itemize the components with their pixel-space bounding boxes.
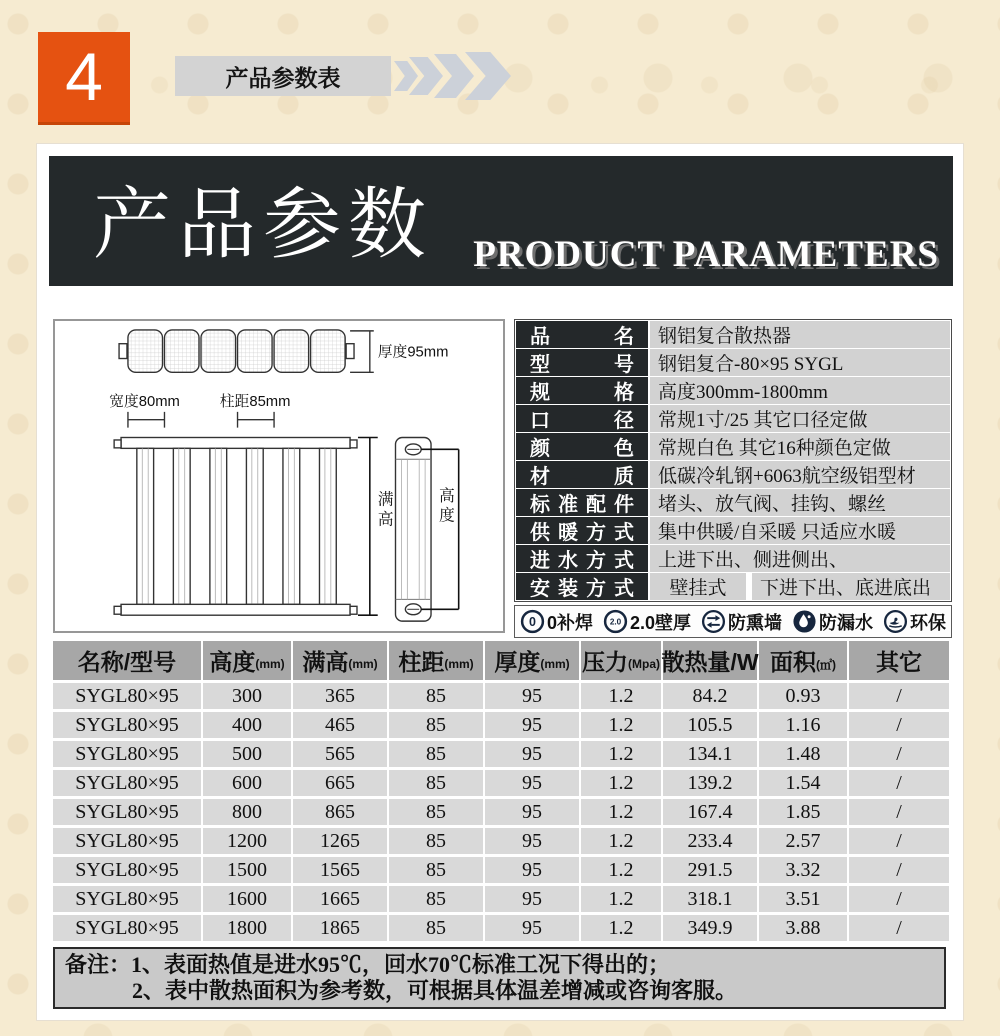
table-cell: 1.48 xyxy=(759,741,847,767)
table-cell: SYGL80×95 xyxy=(53,886,201,912)
table-cell: 95 xyxy=(485,741,579,767)
table-cell: 1.2 xyxy=(581,770,661,796)
spec-value: 上进下出、侧进侧出、 xyxy=(650,545,950,572)
feature-item xyxy=(701,609,782,635)
diagram-label-thickness: 厚度95mm xyxy=(377,344,449,361)
table-cell: 95 xyxy=(485,799,579,825)
table-header-cell xyxy=(53,641,201,680)
table-cell: / xyxy=(849,741,949,767)
table-cell: 2.57 xyxy=(759,828,847,854)
table-cell: / xyxy=(849,828,949,854)
table-cell: / xyxy=(849,886,949,912)
spec-row xyxy=(516,433,950,460)
spec-label-text: 规格 xyxy=(530,382,634,404)
header-unit: (Mpa) xyxy=(628,657,660,671)
spec-value: 壁挂式 xyxy=(650,573,746,600)
notes-line-2 xyxy=(65,978,934,1004)
spec-label-text: 颜色 xyxy=(530,438,634,460)
chevron-arrows-icon xyxy=(394,52,511,100)
table-cell: 1.85 xyxy=(759,799,847,825)
table-cell: 105.5 xyxy=(663,712,757,738)
spec-value: 集中供暖/自采暖 只适应水暖 xyxy=(650,517,950,544)
notes-text-2: 2、表中散热面积为参考数，可根据具体温差增减或咨询客服。 xyxy=(132,978,738,1003)
table-cell: SYGL80×95 xyxy=(53,683,201,709)
table-header-row xyxy=(53,641,949,680)
table-cell: 318.1 xyxy=(663,886,757,912)
table-cell: 400 xyxy=(203,712,291,738)
table-cell: 95 xyxy=(485,857,579,883)
table-cell: 1800 xyxy=(203,915,291,941)
header-unit: (mm) xyxy=(540,657,570,671)
notes-text-1: 1、表面热值是进水95℃，回水70℃标准工况下得出的； xyxy=(131,952,671,977)
content-panel xyxy=(36,143,964,1021)
table-row xyxy=(53,915,949,941)
table-cell: 139.2 xyxy=(663,770,757,796)
table-cell: 800 xyxy=(203,799,291,825)
table-cell: 1500 xyxy=(203,857,291,883)
feature-item xyxy=(520,609,593,635)
spec-row xyxy=(516,321,950,348)
table-header-cell xyxy=(759,641,847,680)
table-cell: 3.32 xyxy=(759,857,847,883)
spec-label xyxy=(516,405,648,432)
table-header-cell xyxy=(203,641,291,680)
table-cell: 565 xyxy=(293,741,387,767)
header-unit: (mm) xyxy=(255,657,285,671)
table-header-cell xyxy=(389,641,483,680)
table-row xyxy=(53,683,949,709)
table-cell: 1.2 xyxy=(581,799,661,825)
table-cell: 1.2 xyxy=(581,915,661,941)
spec-row xyxy=(516,377,950,404)
table-cell: 95 xyxy=(485,915,579,941)
header-unit: (mm) xyxy=(444,657,474,671)
header-label: 其它 xyxy=(876,649,922,675)
spec-label xyxy=(516,349,648,376)
spec-label xyxy=(516,321,648,348)
table-cell: / xyxy=(849,712,949,738)
table-row xyxy=(53,741,949,767)
table-header-cell xyxy=(581,641,661,680)
header-label: 满高 xyxy=(302,649,349,675)
table-cell: SYGL80×95 xyxy=(53,799,201,825)
spec-row xyxy=(516,573,950,600)
table-cell: 465 xyxy=(293,712,387,738)
table-cell: 3.51 xyxy=(759,886,847,912)
table-cell: 1.2 xyxy=(581,886,661,912)
table-cell: 134.1 xyxy=(663,741,757,767)
header-unit: (mm) xyxy=(348,657,378,671)
spec-table xyxy=(514,319,952,602)
radiator-diagram-box xyxy=(53,319,505,633)
diagram-label-width: 宽度80mm xyxy=(109,393,180,410)
feature-bar xyxy=(514,605,952,638)
table-cell: 95 xyxy=(485,683,579,709)
spec-row xyxy=(516,405,950,432)
spec-value: 钢铝复合散热器 xyxy=(650,321,950,348)
header-label: 名称/型号 xyxy=(77,649,177,675)
table-cell: SYGL80×95 xyxy=(53,741,201,767)
table-cell: 85 xyxy=(389,683,483,709)
spec-label-text: 标准配件 xyxy=(530,494,634,516)
svg-text:2.0: 2.0 xyxy=(609,617,622,627)
spec-label-text: 型号 xyxy=(530,354,634,376)
section-number: 4 xyxy=(65,39,103,115)
header-label: 高度 xyxy=(209,649,256,675)
table-cell: 1.16 xyxy=(759,712,847,738)
banner-title-cn: 产品参数 xyxy=(93,180,434,268)
table-cell: 1.2 xyxy=(581,712,661,738)
header-label: 厚度 xyxy=(494,649,541,675)
table-cell: 85 xyxy=(389,915,483,941)
table-cell: 85 xyxy=(389,886,483,912)
table-cell: 349.9 xyxy=(663,915,757,941)
spec-label-text: 进水方式 xyxy=(530,550,634,572)
table-cell: SYGL80×95 xyxy=(53,712,201,738)
table-cell: 1865 xyxy=(293,915,387,941)
header-unit: (㎡) xyxy=(816,657,836,672)
spec-label xyxy=(516,377,648,404)
radiator-diagram xyxy=(55,321,503,631)
section-number-badge xyxy=(38,32,130,125)
spec-row xyxy=(516,517,950,544)
diagram-label-pitch: 柱距85mm xyxy=(219,393,291,410)
spec-label xyxy=(516,461,648,488)
feature-label: 防熏墙 xyxy=(728,612,783,633)
wall-thickness-icon xyxy=(603,609,628,634)
data-table xyxy=(53,641,949,941)
table-cell: 85 xyxy=(389,857,483,883)
table-cell: 0.93 xyxy=(759,683,847,709)
diagram-label-full-height: 满高 xyxy=(375,490,393,531)
table-cell: / xyxy=(849,770,949,796)
spec-label xyxy=(516,573,648,600)
spec-row xyxy=(516,461,950,488)
table-cell: 1.2 xyxy=(581,741,661,767)
chevron-icon xyxy=(394,61,418,91)
table-cell: SYGL80×95 xyxy=(53,915,201,941)
spec-value: 下进下出、底进底出 xyxy=(752,573,950,600)
table-cell: 85 xyxy=(389,712,483,738)
feature-item xyxy=(603,609,691,635)
spec-label-text: 品名 xyxy=(530,326,634,348)
spec-row xyxy=(516,545,950,572)
spec-label-text: 材质 xyxy=(530,466,634,488)
table-cell: 84.2 xyxy=(663,683,757,709)
title-banner xyxy=(49,156,953,286)
table-cell: 865 xyxy=(293,799,387,825)
feature-item xyxy=(792,609,873,635)
table-body xyxy=(53,683,949,941)
table-row xyxy=(53,799,949,825)
feature-item xyxy=(883,609,946,635)
leak-proof-icon xyxy=(792,609,817,634)
zero-weld-icon xyxy=(520,609,545,634)
table-row xyxy=(53,857,949,883)
table-cell: / xyxy=(849,683,949,709)
table-cell: 600 xyxy=(203,770,291,796)
table-cell: 365 xyxy=(293,683,387,709)
spec-label xyxy=(516,489,648,516)
banner-title-en: PRODUCT PARAMETERS xyxy=(473,234,939,275)
table-row xyxy=(53,770,949,796)
table-cell: 1.54 xyxy=(759,770,847,796)
table-cell: 1265 xyxy=(293,828,387,854)
section-title-bar xyxy=(175,56,391,96)
spec-row xyxy=(516,349,950,376)
spec-value: 钢铝复合-80×95 SYGL xyxy=(650,349,950,376)
table-cell: 85 xyxy=(389,828,483,854)
table-cell: SYGL80×95 xyxy=(53,828,201,854)
table-cell: 1.2 xyxy=(581,828,661,854)
eco-icon xyxy=(883,609,908,634)
feature-label: 防漏水 xyxy=(819,612,873,633)
spec-label-text: 安装方式 xyxy=(530,578,634,600)
table-cell: 85 xyxy=(389,770,483,796)
table-cell: 3.88 xyxy=(759,915,847,941)
section-title: 产品参数表 xyxy=(225,64,341,91)
header-label: 压力 xyxy=(582,649,628,675)
table-cell: 95 xyxy=(485,828,579,854)
table-header-cell xyxy=(485,641,579,680)
table-cell: 95 xyxy=(485,770,579,796)
table-cell: 500 xyxy=(203,741,291,767)
table-row xyxy=(53,712,949,738)
table-cell: 85 xyxy=(389,799,483,825)
table-cell: 300 xyxy=(203,683,291,709)
spec-value: 常规1寸/25 其它口径定做 xyxy=(650,405,950,432)
spec-value: 常规白色 其它16种颜色定做 xyxy=(650,433,950,460)
spec-label xyxy=(516,433,648,460)
table-cell: 85 xyxy=(389,741,483,767)
table-row xyxy=(53,886,949,912)
spec-value: 低碳冷轧钢+6063航空级铝型材 xyxy=(650,461,950,488)
notes-label: 备注： xyxy=(65,952,132,977)
table-cell: 1200 xyxy=(203,828,291,854)
table-cell: SYGL80×95 xyxy=(53,857,201,883)
spec-row xyxy=(516,489,950,516)
feature-label: 环保 xyxy=(909,612,946,633)
table-cell: 233.4 xyxy=(663,828,757,854)
table-cell: 665 xyxy=(293,770,387,796)
table-header-cell xyxy=(849,641,949,680)
notes-box xyxy=(53,947,946,1009)
table-cell: 167.4 xyxy=(663,799,757,825)
spec-label-text: 口径 xyxy=(530,410,634,432)
table-cell: / xyxy=(849,915,949,941)
spec-label-text: 供暖方式 xyxy=(530,522,634,544)
svg-text:0: 0 xyxy=(529,615,536,629)
table-cell: / xyxy=(849,799,949,825)
table-cell: 95 xyxy=(485,886,579,912)
feature-label: 0补焊 xyxy=(547,612,594,633)
spec-value: 堵头、放气阀、挂钩、螺丝 xyxy=(650,489,950,516)
spec-value: 高度300mm-1800mm xyxy=(650,377,950,404)
anti-smoke-wall-icon xyxy=(701,609,726,634)
table-cell: 95 xyxy=(485,712,579,738)
header-label: 面积 xyxy=(770,649,816,675)
table-cell: 1.2 xyxy=(581,857,661,883)
spec-label xyxy=(516,545,648,572)
table-cell: / xyxy=(849,857,949,883)
spec-label xyxy=(516,517,648,544)
diagram-label-height: 高度 xyxy=(436,486,454,527)
table-cell: 1600 xyxy=(203,886,291,912)
notes-line-1 xyxy=(65,952,934,978)
table-cell: SYGL80×95 xyxy=(53,770,201,796)
table-cell: 1565 xyxy=(293,857,387,883)
table-cell: 1.2 xyxy=(581,683,661,709)
table-header-cell xyxy=(293,641,387,680)
table-header-cell xyxy=(663,641,757,680)
feature-label: 2.0壁厚 xyxy=(630,612,692,633)
table-cell: 291.5 xyxy=(663,857,757,883)
table-cell: 1665 xyxy=(293,886,387,912)
table-row xyxy=(53,828,949,854)
header-label: 散热量/W xyxy=(661,649,759,675)
header-label: 柱距 xyxy=(398,649,445,675)
